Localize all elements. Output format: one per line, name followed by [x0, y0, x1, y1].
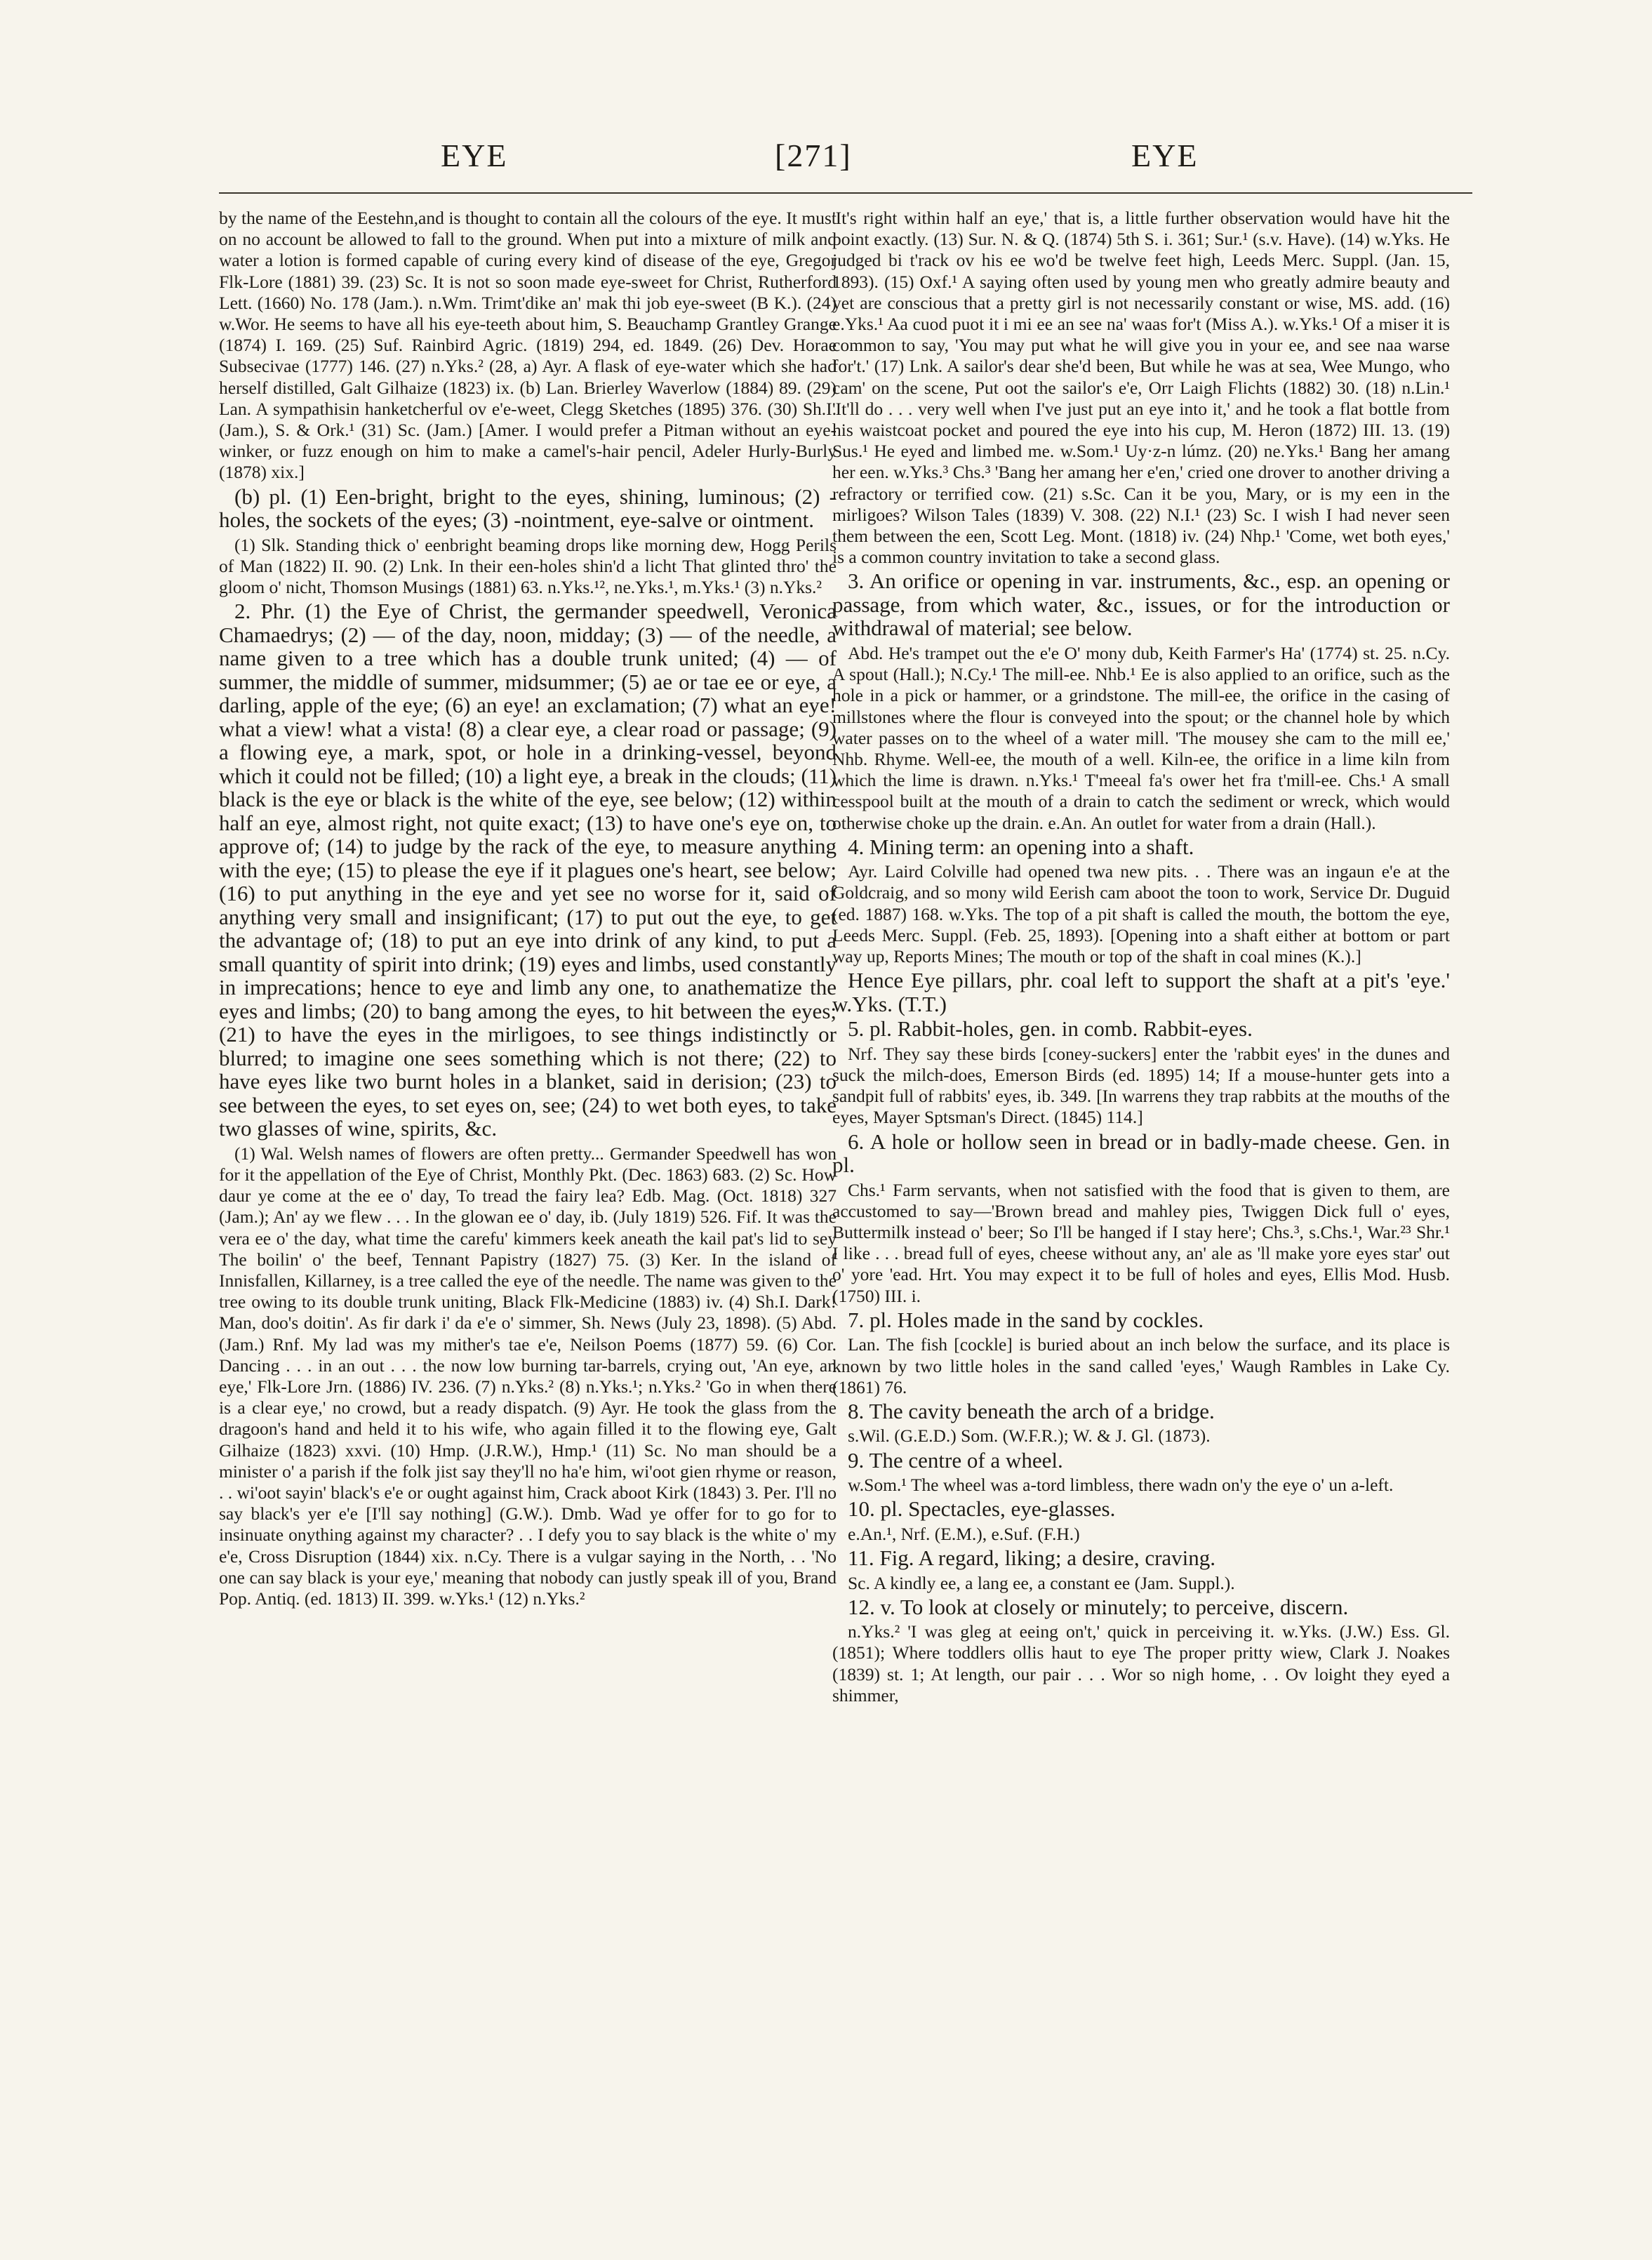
- quotation-paragraph: Ayr. Laird Colville had opened twa new pits. . . There was an ingaun e'e at the Goldcraig, and so mony wild Eerish cam aboot the toon to work, Service Dr. Duguid (ed. 1887) 168. w.Yks. The top of a pit shaft is called the mouth, the bottom the eye, Leeds Merc. Suppl. (Feb. 25, 1893). [Opening into a shaft either at bottom or part way up, Reports Mines; The mouth or top of the shaft in coal mines (K.).]: [832, 861, 1450, 967]
- quotation-paragraph: (1) Wal. Welsh names of flowers are often pretty... Germander Speedwell has won for it the appellation of the Eye of Christ, Monthly Pkt. (Dec. 1863) 683. (2) Sc. How daur ye come at the ee o' day, To tread the fairy lea? Edb. Mag. (Oct. 1818) 327 (Jam.); An' ay we flew . . . In the glowan ee o' day, ib. (July 1819) 526. Fif. It was the vera ee o' the day, what time the carefu' kimmers keek aneath the kail pat's lid to sey The boilin' o' the beef, Tennant Papistry (1827) 75. (3) Ker. In the island of Innisfallen, Killarney, is a tree called the eye of the needle. The name was given to the tree owing to its double trunk uniting, Black Flk-Medicine (1883) iv. (4) Sh.I. Dark! Man, doo's doitin'. As fir dark i' da e'e o' simmer, Sh. News (July 23, 1898). (5) Abd. (Jam.) Rnf. My lad was my mither's tae e'e, Neilson Poems (1877) 59. (6) Cor. Dancing . . . in an out . . . the now low burning tar-barrels, crying out, 'An eye, an eye,' Flk-Lore Jrn. (1886) IV. 236. (7) n.Yks.² (8) n.Yks.¹; n.Yks.² 'Go in when there is a clear eye,' no crowd, but a ready dispatch. (9) Ayr. He took the glass from the dragoon's hand and held it to his wife, who again filled it to the flowing eye, Galt Gilhaize (1823) xxvi. (10) Hmp. (J.R.W.), Hmp.¹ (11) Sc. No man should be a minister o' a parish if the folk jist say they'll no ha'e him, wi'oot gien rhyme or reason, . . wi'oot sayin' black's e'e or ought against him, Crack aboot Kirk (1843) 3. Per. I'll no say black's yer e'e [I'll say nothing] (G.W.). Dmb. Wad ye offer for to go for to insinuate onything against my character? . . I defy you to say black is the white o' my e'e, Cross Disruption (1844) xix. n.Cy. There is a vulgar saying in the North, . . 'No one can say black is your eye,' meaning that nobody can justly speak ill of you, Brand Pop. Antiq. (ed. 1813) II. 399. w.Yks.¹ (12) n.Yks.²: [219, 1143, 837, 1609]
- definition-paragraph: Hence Eye pillars, phr. coal left to support the shaft at a pit's 'eye.' w.Yks. (T.T.): [832, 968, 1450, 1016]
- quotation-paragraph: w.Som.¹ The wheel was a-tord limbless, there wadn on'y the eye o' un a-left.: [848, 1475, 1394, 1496]
- definition-paragraph: 10. pl. Spectacles, eye-glasses.: [848, 1496, 1116, 1522]
- header-right-headword: EYE: [1131, 138, 1199, 173]
- quotation-paragraph: Abd. He's trampet out the e'e O' mony dub, Keith Farmer's Ha' (1774) st. 25. n.Cy. A spout (Hall.); N.Cy.¹ The mill-ee. Nhb.¹ Ee is also applied to an orifice, such as the hole in a pick or hammer, or a grindstone. The mill-ee, the orifice in the casing of millstones where the flour is conveyed into the spout; or the channel hole by which water passes on to the wheel of a water mill. 'The mousey she cam to the mill ee,' Nhb. Rhyme. Well-ee, the mouth of a well. Kiln-ee, the orifice in a lime kiln from which the lime is drawn. n.Yks.¹ T'meeal fa's ower het fra t'mill-ee. Chs.¹ A small cesspool built at the mouth of a drain to catch the sediment or wreck, which would otherwise choke up the drain. e.An. An outlet for water from a drain (Hall.).: [832, 642, 1450, 833]
- quotation-paragraph: s.Wil. (G.E.D.) Som. (W.F.R.); W. & J. Gl. (1873).: [848, 1425, 1211, 1447]
- header-left-headword: EYE: [441, 138, 508, 173]
- quotation-paragraph: Chs.¹ Farm servants, when not satisfied with the food that is given to them, are accustomed to say—'Brown bread and mahley pies, Twiggen Dick full o' eyes, Buttermilk instead o' beer; So I'll be hanged if I stay here'; Chs.³, s.Chs.¹, War.²³ Shr.¹ I like . . . bread full of eyes, cheese without any, an' ale as 'll make yore eyes star' out o' yore 'ead. Hrt. You may expect it to be full of holes and eyes, Ellis Mod. Husb. (1750) III. i.: [832, 1179, 1450, 1306]
- quotation-paragraph: n.Yks.² 'I was gleg at eeing on't,' quick in perceiving it. w.Yks. (J.W.) Ess. Gl. (1851); Where toddlers ollis haut to eye The proper pritty wiew, Clark J. Noakes (1839) st. 1; At length, our pair . . . Wor so nigh home, . . Ov loight they eyed a shimmer,: [832, 1621, 1450, 1706]
- definition-paragraph: 7. pl. Holes made in the sand by cockles.: [848, 1307, 1204, 1332]
- definition-paragraph: 6. A hole or hollow seen in bread or in badly-made cheese. Gen. in pl.: [832, 1129, 1450, 1178]
- definition-paragraph: 12. v. To look at closely or minutely; to perceive, discern.: [848, 1594, 1349, 1619]
- definition-paragraph: 5. pl. Rabbit-holes, gen. in comb. Rabbit-eyes.: [848, 1016, 1253, 1042]
- definition-paragraph: 3. An orifice or opening in var. instruments, &c., esp. an opening or passage, from which water, &c., issues, or for the introduction or withdrawal of material; see below.: [832, 569, 1450, 641]
- definition-paragraph: (b) pl. (1) Een-bright, bright to the eyes, shining, luminous; (2) -holes, the sockets of the eyes; (3) -nointment, eye-salve or ointment.: [219, 484, 837, 533]
- quotation-paragraph: 'It's right within half an eye,' that is, a little further observation would have hit the point exactly. (13) Sur. N. & Q. (1874) 5th S. i. 361; Sur.¹ (s.v. Have). (14) w.Yks. He judged bi t'rack ov his ee wo'd be twelve feet high, Leeds Merc. Suppl. (Jan. 15, 1893). (15) Oxf.¹ A saying often used by young men who greatly admire beauty and yet are conscious that a pretty girl is not necessarily constant or wise, MS. add. (16) e.Yks.¹ Aa cuod puot it i mi ee an see na' waas for't (Miss A.). w.Yks.¹ Of a miser it is common to say, 'You may put what he will give you in your ee, and see naa warse for't.' (17) Lnk. A sailor's dear she'd been, But while he was at sea, Wee Mungo, who cam' on the scene, Put oot the sailor's e'e, Orr Laigh Flichts (1882) 30. (18) n.Lin.¹ 'It'll do . . . very well when I've just put an eye into it,' and he took a flat bottle from his waistcoat pocket and poured the eye into his cup, M. Heron (1872) III. 13. (19) Sus.¹ He eyed and limbed me. w.Som.¹ Uy·z-n lúmz. (20) ne.Yks.¹ Bang her amang her een. w.Yks.³ Chs.³ 'Bang her amang her e'en,' cried one drover to another driving a refractory or terrified cow. (21) s.Sc. Can it be you, Mary, or is my een in the mirligoes? Wilson Tales (1839) V. 308. (22) N.I.¹ (23) Sc. I wish I had never seen them between the een, Scott Leg. Mont. (1818) iv. (24) Nhp.¹ 'Come, wet both eyes,' is a common country invitation to take a second glass.: [832, 208, 1450, 568]
- definition-paragraph: 11. Fig. A regard, liking; a desire, craving.: [848, 1546, 1216, 1571]
- quotation-paragraph: e.An.¹, Nrf. (E.M.), e.Suf. (F.H.): [848, 1523, 1080, 1544]
- header-rule: [219, 192, 1472, 194]
- quotation-paragraph: Nrf. They say these birds [coney-suckers] enter the 'rabbit eyes' in the dunes and suck the milch-does, Emerson Birds (ed. 1895) 14; If a mouse-hunter gets into a sandpit full of rabbits' eyes, ib. 349. [In warrens they trap rabbits at the mouths of the eyes, Mayer Sptsman's Direct. (1845) 114.]: [832, 1043, 1450, 1128]
- quotation-paragraph: by the name of the Eestehn,and is thought to contain all the colours of the eye. It must on no account be allowed to fall to the ground. When put into a mixture of milk and water a lotion is formed capable of curing every kind of disease of the eye, Gregor Flk-Lore (1881) 39. (23) Sc. It is not so soon made eye-sweet for Christ, Rutherford Lett. (1660) No. 178 (Jam.). n.Wm. Trimt'dike an' mak thi job eye-sweet (B K.). (24) w.Wor. He seems to have all his eye-teeth about him, S. Beauchamp Grantley Grange (1874) I. 169. (25) Suf. Rainbird Agric. (1819) 294, ed. 1849. (26) Dev. Horae Subsecivae (1777) 146. (27) n.Yks.² (28, a) Ayr. A flask of eye-water which she had herself distilled, Galt Gilhaize (1823) ix. (b) Lan. Brierley Waverlow (1884) 89. (29) Lan. A sympathisin hanketcherful ov e'e-weet, Clegg Sketches (1895) 376. (30) Sh.I. (Jam.), S. & Ork.¹ (31) Sc. (Jam.) [Amer. I would prefer a Pitman without an eye-winker, or fuzz enough on him to make a camel's-hair pencil, Adeler Hurly-Burly (1878) xix.]: [219, 208, 837, 483]
- page-header: [0, 137, 1652, 193]
- definition-paragraph: 8. The cavity beneath the arch of a bridge.: [848, 1398, 1215, 1423]
- right-column: [832, 208, 1450, 1706]
- definition-paragraph: 4. Mining term: an opening into a shaft.: [848, 834, 1194, 859]
- quotation-paragraph: (1) Slk. Standing thick o' eenbright beaming drops like morning dew, Hogg Perils of Man (1822) II. 90. (2) Lnk. In their een-holes shin'd a licht That glinted thro' the gloom o' nicht, Thomson Musings (1881) 63. n.Yks.¹², ne.Yks.¹, m.Yks.¹ (3) n.Yks.²: [219, 534, 837, 598]
- quotation-paragraph: Sc. A kindly ee, a lang ee, a constant ee (Jam. Suppl.).: [848, 1572, 1235, 1593]
- quotation-paragraph: Lan. The fish [cockle] is buried about an inch below the surface, and its place is known by two little holes in the sand called 'eyes,' Waugh Rambles in Lake Cy. (1861) 76.: [832, 1334, 1450, 1397]
- left-column: [219, 208, 837, 1609]
- definition-paragraph: 2. Phr. (1) the Eye of Christ, the germander speedwell, Veronica Chamaedrys; (2) — of the day, noon, midday; (3) — of the needle, a name given to a tree which has a double trunk united; (4) — of summer, the middle of summer, midsummer; (5) ae or tae ee or eye, a darling, apple of the eye; (6) an eye! an exclamation; (7) what an eye! what a view! what a vista! (8) a clear eye, a clear road or passage; (9) a flowing eye, a mark, spot, or hole in a drinking-vessel, beyond which it could not be filled; (10) a light eye, a break in the clouds; (11) black is the eye or black is the white of the eye, see below; (12) within half an eye, almost right, not quite exact; (13) to have one's eye on, to approve of; (14) to judge by the rack of the eye, to measure anything with the eye; (15) to please the eye if it plagues one's heart, see below; (16) to put anything in the eye and yet see no worse for it, said of anything very small and insignificant; (17) to put out the eye, to get the advantage of; (18) to put an eye into drink of any kind, to put a small quantity of spirit into drink; (19) eyes and limbs, used constantly in imprecations; hence to eye and limb any one, to anathematize the eyes and limbs; (20) to bang among the eyes, to hit between the eyes; (21) to have the eyes in the mirligoes, to see things indistinctly or blurred; to imagine one sees something which is not there; (22) to have eyes like two burnt holes in a blanket, said in derision; (23) to see between the eyes, to set eyes on, see; (24) to wet both eyes, to take two glasses of wine, spirits, &c.: [219, 599, 837, 1141]
- page-number: [271]: [775, 138, 852, 173]
- definition-paragraph: 9. The centre of a wheel.: [848, 1447, 1063, 1473]
